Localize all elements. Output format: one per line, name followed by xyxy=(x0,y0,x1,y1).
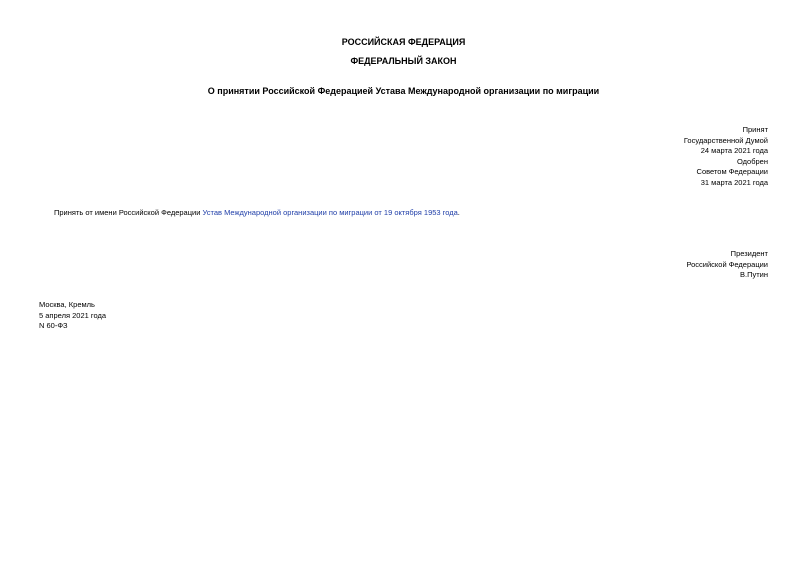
signature-block xyxy=(686,249,768,281)
approved-by: Советом Федерации xyxy=(696,167,768,176)
adopted-date: 24 марта 2021 года xyxy=(700,146,768,155)
approved-label: Одобрен xyxy=(737,156,768,166)
place-date-block xyxy=(39,300,106,332)
signatory-name: В.Путин xyxy=(740,270,768,279)
body-text-prefix: Принять от имени Российской Федерации xyxy=(54,208,203,217)
document-type-heading: ФЕДЕРАЛЬНЫЙ ЗАКОН xyxy=(350,56,457,66)
signing-place: Москва, Кремль xyxy=(39,300,95,309)
signing-date: 5 апреля 2021 года xyxy=(39,310,106,320)
adopted-by: Государственной Думой xyxy=(683,135,768,145)
body-paragraph xyxy=(54,208,460,218)
signatory-title-line1: Президент xyxy=(730,249,768,258)
signatory-title-line2: Российской Федерации xyxy=(686,259,768,269)
adoption-block xyxy=(684,125,768,188)
adopted-label: Принят xyxy=(742,125,768,134)
country-heading: РОССИЙСКАЯ ФЕДЕРАЦИЯ xyxy=(341,37,466,47)
approved-date: 31 марта 2021 года xyxy=(700,177,768,187)
body-text-suffix: . xyxy=(457,208,460,217)
charter-link[interactable]: Устав Международной организации по миграции от 19 октября 1953 года xyxy=(202,208,458,217)
law-number: N 60-ФЗ xyxy=(39,321,68,330)
document-title: О принятии Российской Федерацией Устава Международной организации по миграции xyxy=(207,86,600,96)
